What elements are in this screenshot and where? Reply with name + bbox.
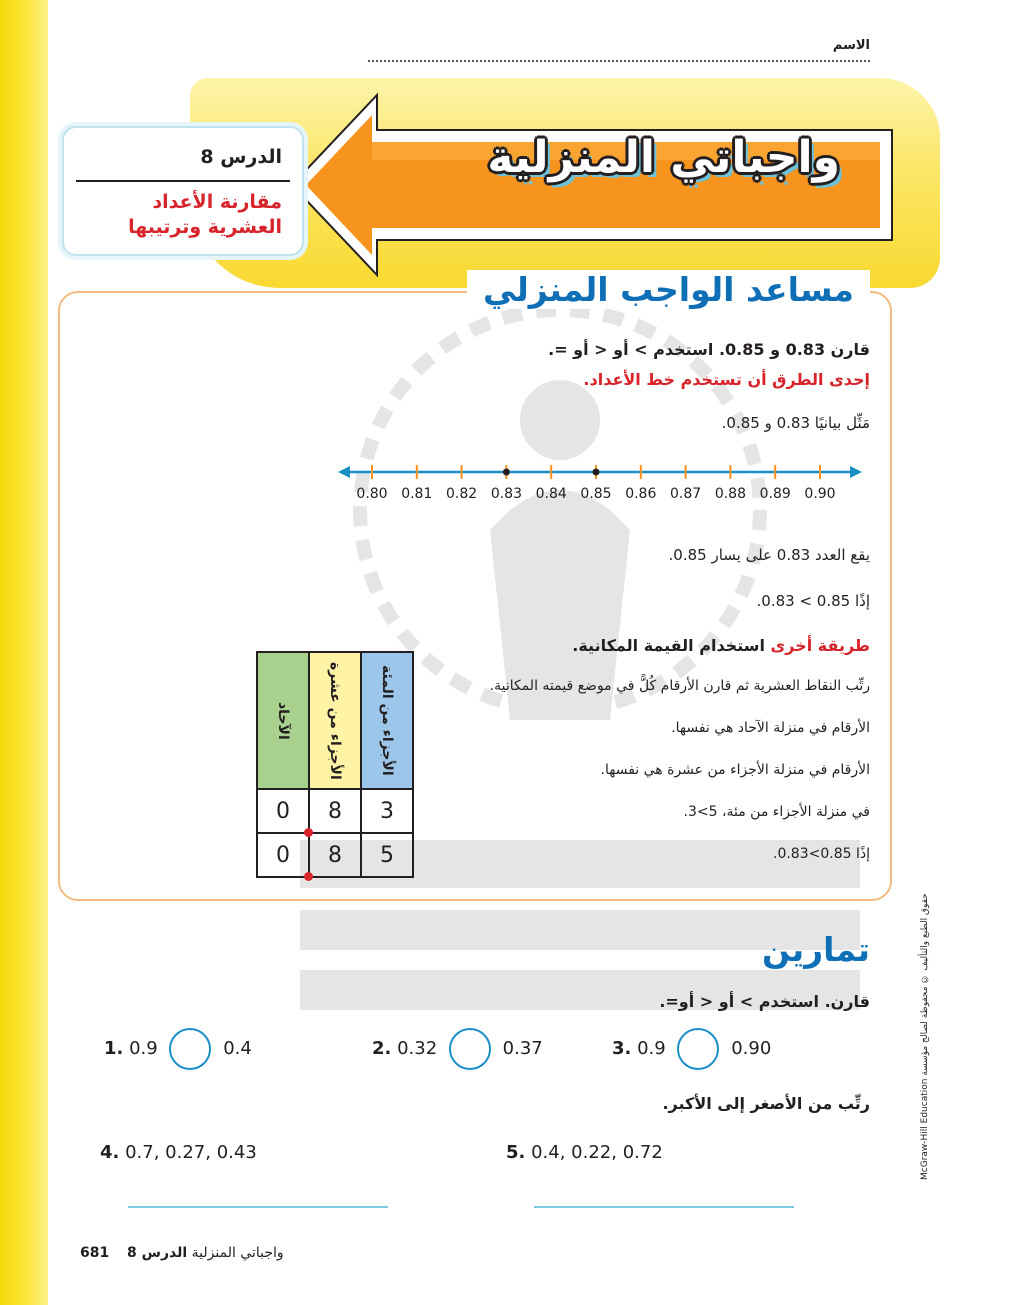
name-line[interactable] [368, 60, 870, 62]
method2-rest: استخدام القيمة المكانية. [572, 636, 765, 655]
table-cell: 0 [257, 833, 309, 877]
answer-line-4[interactable] [128, 1206, 388, 1208]
answer-circle[interactable] [677, 1028, 719, 1070]
name-label: الاسم [832, 38, 870, 53]
place-value-table [256, 651, 414, 878]
yellow-side-strip [0, 0, 48, 1305]
number-line-tick-label: 0.88 [714, 486, 746, 502]
number-line [336, 456, 866, 516]
number-line-tick-label: 0.87 [670, 486, 702, 502]
table-cell: 8 [309, 833, 361, 877]
exercise-5: 5. 0.4, 0.22, 0.72 [506, 1142, 663, 1163]
number-line-tick-label: 0.90 [804, 486, 836, 502]
copyright-credit: McGraw-Hill Education حقوق الطبع والتأليف © محفوظة لصالح مؤسسة [920, 893, 930, 1180]
lesson-number: الدرس 8 [200, 146, 282, 168]
table-cell: 0 [257, 789, 309, 833]
method1-text: إحدى الطرق أن تستخدم خط الأعداد. [583, 370, 870, 389]
table-cell: 5 [361, 833, 413, 877]
footer-section: واجباتي المنزلية [191, 1245, 284, 1261]
step-4: في منزلة الأجزاء من مئة، 5>3. [683, 804, 870, 820]
exercise-1: 1. 0.9 0.4 [104, 1028, 252, 1070]
exercises-title: تمارين [762, 930, 870, 969]
table-cell: 8 [309, 789, 361, 833]
step-1: رتِّب النقاط العشرية ثم قارن الأرقام كُلًّ في موضع قيمته المكانية. [489, 678, 870, 694]
number-line-tick-label: 0.89 [759, 486, 791, 502]
page-number: 681 [80, 1245, 110, 1261]
lesson-tag [62, 126, 304, 256]
header-hundredths: الأجزاء من المئة [361, 652, 413, 789]
order-instruction: رتِّب من الأصغر إلى الأكبر. [662, 1094, 870, 1113]
number-line-tick-label: 0.86 [625, 486, 657, 502]
footer-lesson: الدرس 8 [127, 1245, 188, 1261]
lesson-divider [76, 180, 290, 182]
answer-circle[interactable] [169, 1028, 211, 1070]
answer-circle[interactable] [449, 1028, 491, 1070]
header-tenths: الأجزاء من عشرة [309, 652, 361, 789]
exercise-4: 4. 0.7, 0.27, 0.43 [100, 1142, 257, 1163]
exercise-3: 3. 0.9 0.90 [612, 1028, 771, 1070]
number-line-point [593, 469, 600, 476]
conclusion-1: إذًا 0.85 > 0.83. [756, 592, 870, 610]
step-2: الأرقام في منزلة الآحاد هي نفسها. [671, 720, 870, 736]
number-line-left-arrow [338, 466, 350, 478]
number-line-tick-label: 0.80 [356, 486, 388, 502]
method2-heading [572, 636, 870, 655]
left-statement: يقع العدد 0.83 على يسار 0.85. [668, 546, 870, 564]
number-line-tick-label: 0.85 [580, 486, 612, 502]
answer-line-5[interactable] [534, 1206, 794, 1208]
step-3: الأرقام في منزلة الأجزاء من عشرة هي نفسها. [600, 762, 870, 778]
graph-instruction: مَثِّل بيانيًا 0.83 و 0.85. [721, 414, 870, 432]
table-cell: 3 [361, 789, 413, 833]
compare-prompt: قارن 0.83 و 0.85. استخدم > أو < أو =. [548, 340, 870, 359]
banner-arrow-icon [292, 90, 912, 280]
homework-helper-title: مساعد الواجب المنزلي [467, 270, 870, 309]
banner-title: واجباتي المنزلية [487, 132, 840, 183]
compare-instruction: قارن. استخدم > أو < أو=. [659, 992, 870, 1011]
number-line-point [503, 469, 510, 476]
exercise-2: 2. 0.32 0.37 [372, 1028, 543, 1070]
number-line-tick-label: 0.81 [401, 486, 433, 502]
lesson-title: مقارنة الأعداد العشرية وترتيبها [128, 191, 282, 238]
number-line-right-arrow [850, 466, 862, 478]
number-line-tick-label: 0.83 [490, 486, 522, 502]
method2-prefix: طريقة أخرى [770, 636, 870, 655]
number-line-tick-label: 0.84 [535, 486, 567, 502]
number-line-tick-label: 0.82 [446, 486, 478, 502]
page-footer [80, 1245, 284, 1261]
step-5: إذًا 0.85>0.83. [773, 846, 870, 862]
decimal-point-dot [304, 872, 313, 881]
header-ones: الآحاد [257, 652, 309, 789]
